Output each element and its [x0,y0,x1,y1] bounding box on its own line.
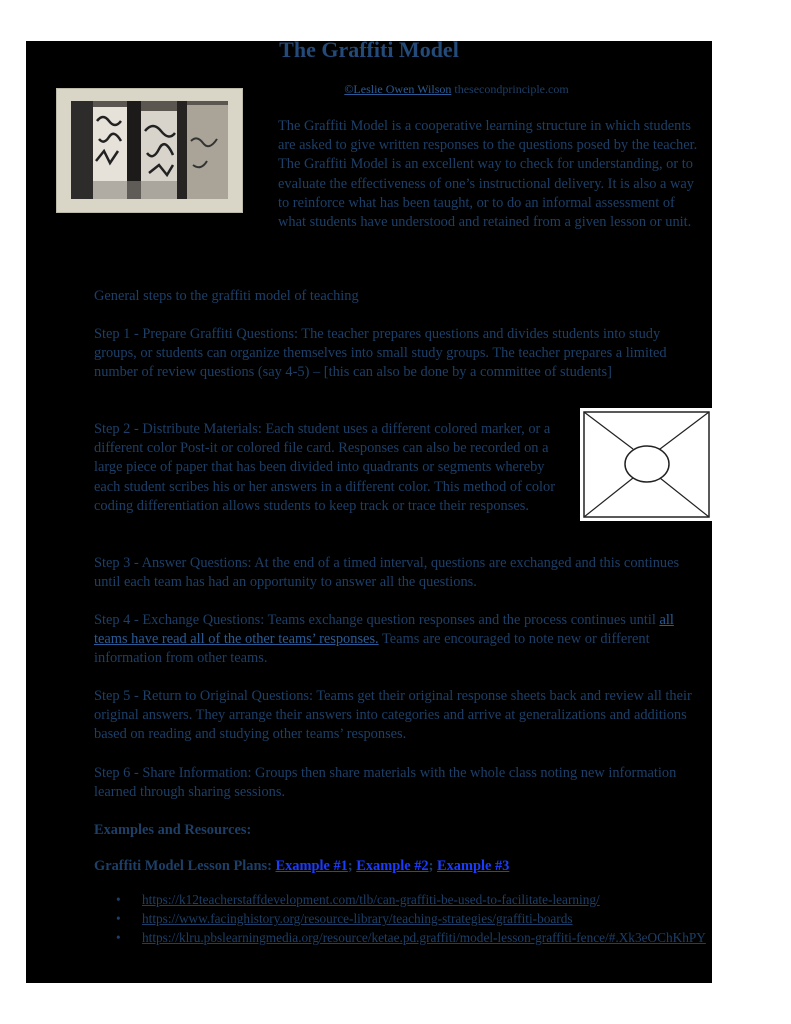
resource-link[interactable]: https://www.facinghistory.org/resource-library/teaching-strategies/graffiti-boards [142,911,573,926]
graffiti-photo [71,101,228,199]
example-2-link[interactable]: Example #2 [356,858,429,874]
graffiti-photo-frame [56,88,243,213]
intro-paragraph: The Graffiti Model is a cooperative learning structure in which students are asked to give written responses to the questions posed by the teacher. The Graffiti Model is an excellent way to check for understanding, or to evaluate the effectiveness of one’s instructional delivery. It is also a way to reinforce what has been taught, or to do an informal assessment of what students have understood and retained from a given lesson or unit. [278,118,698,231]
list-item [116,891,712,908]
example-3-link[interactable]: Example #3 [436,858,510,874]
quadrant-diagram [580,408,712,521]
lesson-plans-separator: ; [428,858,437,874]
lesson-plans-separator: ; [347,858,357,874]
list-item [116,910,712,927]
step-4-text-start: Step 4 - Exchange Questions: Teams exchange question responses and the process continues until [94,612,660,628]
step-4-link[interactable]: all teams have read all of the other teams’ responses. [94,612,674,648]
bullet-icon: • [116,911,121,926]
site-name: thesecondprinciple.com [454,82,569,96]
bullet-icon: • [116,892,121,907]
step-2-paragraph: Step 2 - Distribute Materials: Each student uses a different colored marker, or a different color Post-it or colored file card. Responses can also be recorded on a large piece of paper that has been divided into quadrants or segments whereby each student scribes his or her answers in a different color. This method of color coding differentiation allows students to keep track or trace their responses. [94,421,556,514]
document-page [26,41,712,983]
example-1-link[interactable]: Example #1 [275,858,348,874]
bullet-icon: • [116,930,121,945]
general-steps-heading: General steps to the graffiti model of teaching [94,288,359,304]
list-item [116,929,712,946]
resource-link[interactable]: https://k12teacherstaffdevelopment.com/tlb/can-graffiti-be-used-to-facilitate-learning/ [142,892,600,907]
step-5-paragraph: Step 5 - Return to Original Questions: Teams get their original response sheets back and review all their original answers. They arrange their answers into categories and arrive at generalizations and additions based on reading and studying other teams’ responses. [94,688,692,743]
examples-heading: Examples and Resources: [94,822,252,838]
step-6-paragraph: Step 6 - Share Information: Groups then share materials with the whole class noting new information learned through sharing sessions. [94,765,677,801]
step-1-paragraph: Step 1 - Prepare Graffiti Questions: The teacher prepares questions and divides students into study groups, or students can organize themselves into small study groups. The teacher prepares a limited number of review questions (say 4-5) – [this can also be done by a committee of students] [94,326,667,381]
step-4-text-end: Teams are encouraged to note new or different information from other teams. [94,631,650,667]
step-3-paragraph: Step 3 - Answer Questions: At the end of a timed interval, questions are exchanged and this continues until each team has had an opportunity to answer all the questions. [94,555,680,591]
author-link[interactable]: ©Leslie Owen Wilson [344,82,452,96]
resource-link-list [94,891,712,948]
lesson-plans-line [94,857,706,876]
step-4-paragraph [94,611,706,669]
document-title: The Graffiti Model [279,41,459,62]
resource-link[interactable]: https://klru.pbslearningmedia.org/resource/ketae.pd.graffiti/model-lesson-graffiti-fence/#.Xk3eOChKhPY [142,930,706,945]
lesson-plans-label: Graffiti Model Lesson Plans: [94,858,276,874]
